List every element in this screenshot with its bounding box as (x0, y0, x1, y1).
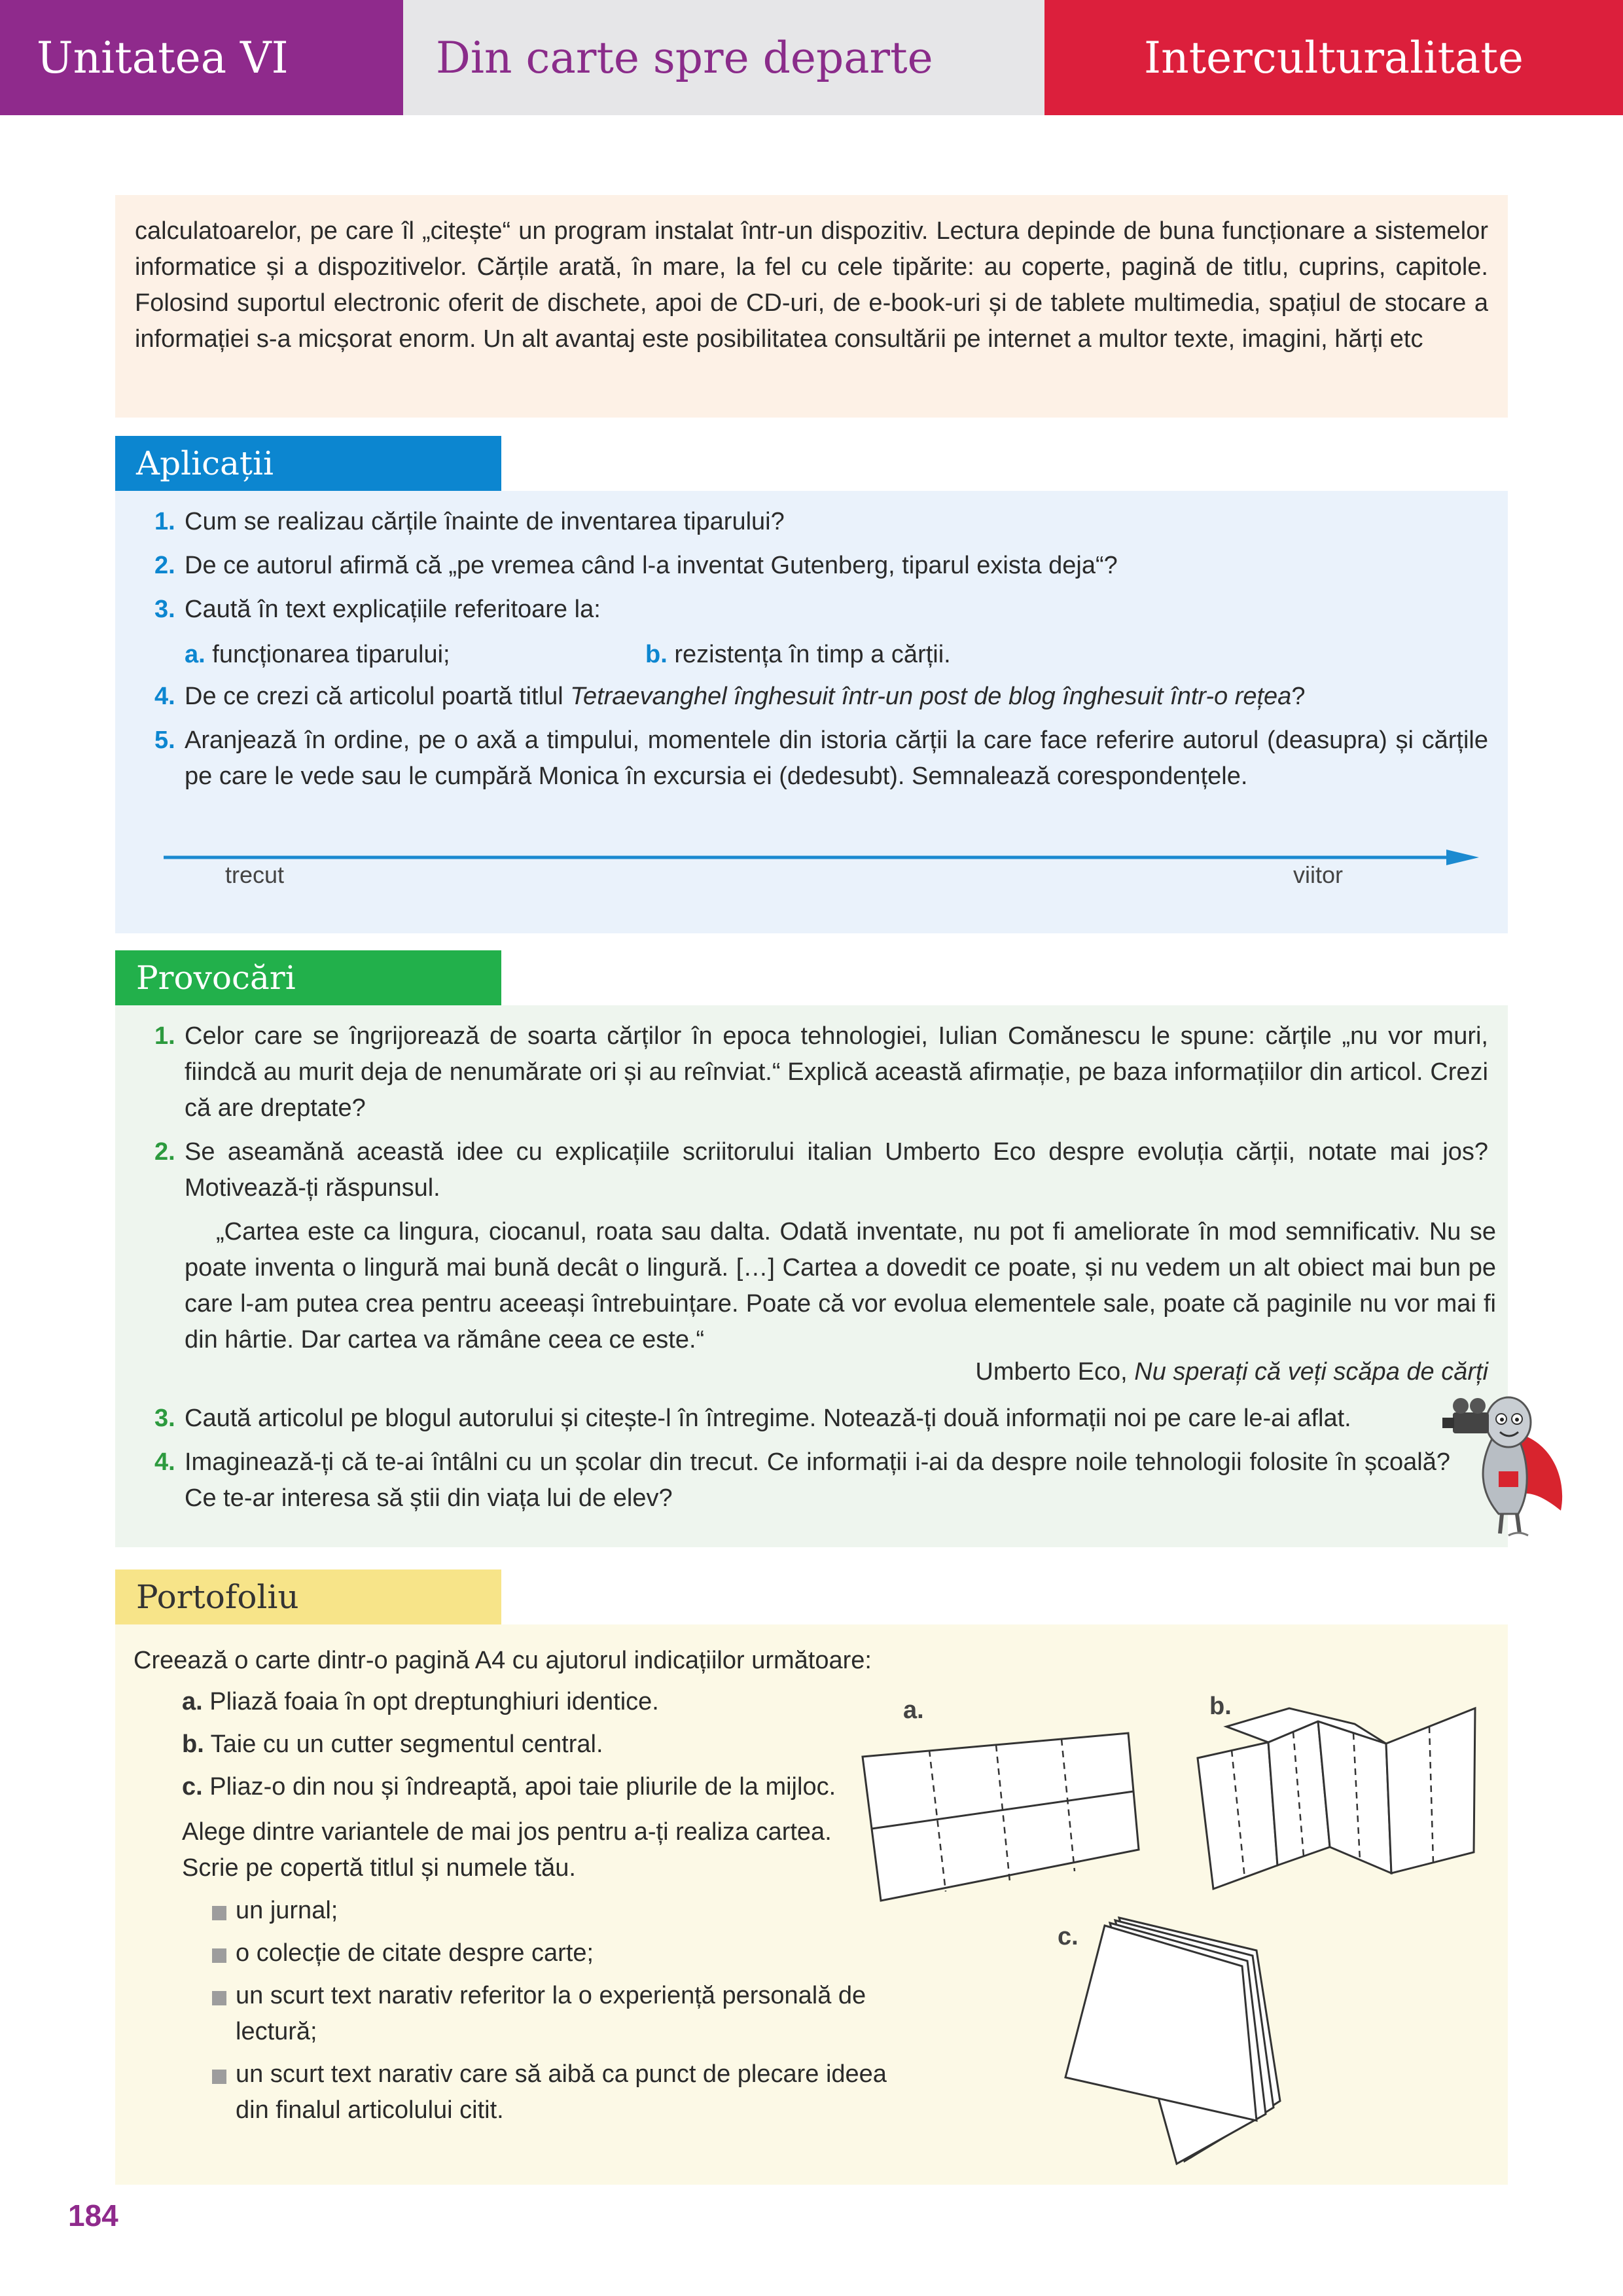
question-item: 2. Se aseamănă această idee cu explicațiile scriitorului italian Umberto Eco despre evoluția cărții, notate mai jos? Motivează-ți răspunsul. (154, 1138, 1488, 1202)
question-subitems: a. funcționarea tiparului; b. rezistența în timp a cărții. (185, 641, 951, 668)
question-item: 1. Celor care se îngrijorează de soarta cărților în epoca tehnologiei, Iulian Comănescu le spune: cărțile „nu vor muri, fiindcă au murit deja de nenumărate ori și au reînviat.“ Explică această afirmație, pe baza informațiilor din articol. Crezi că are dreptate? (154, 1022, 1488, 1122)
figure-c-label: c. (1058, 1923, 1079, 1950)
timeline-right-label: viitor (1293, 861, 1344, 888)
section-heading-provocari: Provocări (115, 950, 501, 1005)
step-item: a. Pliază foaia în opt dreptunghiuri identice. (182, 1688, 659, 1715)
figure-b-label: b. (1209, 1693, 1232, 1720)
question-item: 2. De ce autorul afirmă că „pe vremea când l-a inventat Gutenberg, tiparul exista deja“? (154, 552, 1118, 579)
section-heading-aplicatii: Aplicații (115, 436, 501, 491)
intro-text: calculatoarelor, pe care îl „citește“ un program instalat într-un dispozitiv. Lectura depinde de buna funcționare a sistemelor informatice și a dispozitivelor. Cărțile arată, în mare, la fel cu cele tipărite: au coperte, pagină de titlu, cuprins, capitole. Folosind suportul electronic oferit de dischete, apoi de CD-uri, de e-book-uri și de tablete multimedia, spațiul de stocare a informației s-a micșorat enorm. Un alt avantaj este posibilitatea consultării pe internet a multor texte, imagini, hărți etc (115, 195, 1508, 418)
timeline-left-label: trecut (225, 861, 285, 888)
mascot-robot-camera-icon (1440, 1386, 1571, 1543)
question-item: 3. Caută articolul pe blogul autorului și citește-l în întregime. Notează-ți două informații noi pe care le-ai aflat. (154, 1405, 1351, 1432)
section-heading-portofoliu: Portofoliu (115, 1570, 501, 1624)
question-item: 5. Aranjează în ordine, pe o axă a timpului, momentele din istoria cărții la care face referire autorul (deasupra) și cărțile pe care le vede sau le cumpără Monica în excursia ei (dedesubt). Semnalează corespondențele. (154, 726, 1488, 790)
figure-a-label: a. (903, 1696, 924, 1724)
option-item: un scurt text narativ referitor la o experiență personală de lectură; (134, 1978, 893, 2050)
quote-source: Umberto Eco, Nu sperați că veți scăpa de cărți (975, 1358, 1488, 1386)
step-item: c. Pliaz-o din nou și îndreaptă, apoi taie pliurile de la mijloc. (182, 1773, 836, 1801)
chapter-title: Din carte spre departe (403, 0, 1044, 115)
question-item: 4. De ce crezi că articolul poartă titlul Tetraevanghel înghesuit într-un post de blog înghesuit într-o rețea? (154, 683, 1306, 710)
portofoliu-intro: Creează o carte dintr-o pagină A4 cu ajutorul indicațiilor următoare: (134, 1647, 872, 1674)
unit-label: Unitatea VI (0, 0, 403, 115)
eco-quote: „Cartea este ca lingura, ciocanul, roata sau dalta. Odată inventate, nu pot fi ameliorate în mod semnificativ. Nu se poate inventa o lingură mai bună decât o lingură. […] Cartea a dovedit ce poate, și nu vedem un alt obiect mai bun pe care l-am putea crea pentru aceeași întrebuințare. Poate că vor evolua elementele sale, poate că paginile nu vor mai fi din hârtie. Dar cartea va rămâne ceea ce este.“ (185, 1218, 1496, 1354)
option-item: un jurnal; (134, 1893, 893, 1929)
question-item: 1. Cum se realizau cărțile înainte de inventarea tiparului? (154, 508, 785, 535)
option-item: o colecție de citate despre carte; (134, 1935, 893, 1971)
question-item: 4. Imaginează-ți că te-ai întâlni cu un școlar din trecut. Ce informații i-ai da despre noile tehnologii folosite în școală? Ce te-ar interesa să știi din viața lui de elev? (154, 1448, 1450, 1512)
theme-label: Interculturalitate (1044, 0, 1623, 115)
timeline-arrow (164, 844, 1486, 870)
figure-a-folded-sheet (851, 1702, 1152, 1911)
option-item: un scurt text narativ care să aibă ca punct de plecare ideea din finalul articolului citit. (134, 2056, 893, 2128)
page-number: 184 (68, 2198, 118, 2233)
aplicatii-box (115, 491, 1508, 933)
question-item: 3. Caută în text explicațiile referitoare la: (154, 596, 601, 623)
provocari-box (115, 1005, 1508, 1547)
figure-c-stacked-pages (1060, 1911, 1283, 2166)
choose-instruction: Alege dintre variantele de mai jos pentru a-ți realiza cartea. Scrie pe copertă titlul și numele tău. (182, 1818, 832, 1882)
figure-b-folded-book (1191, 1695, 1479, 1898)
step-item: b. Taie cu un cutter segmentul central. (182, 1731, 603, 1758)
